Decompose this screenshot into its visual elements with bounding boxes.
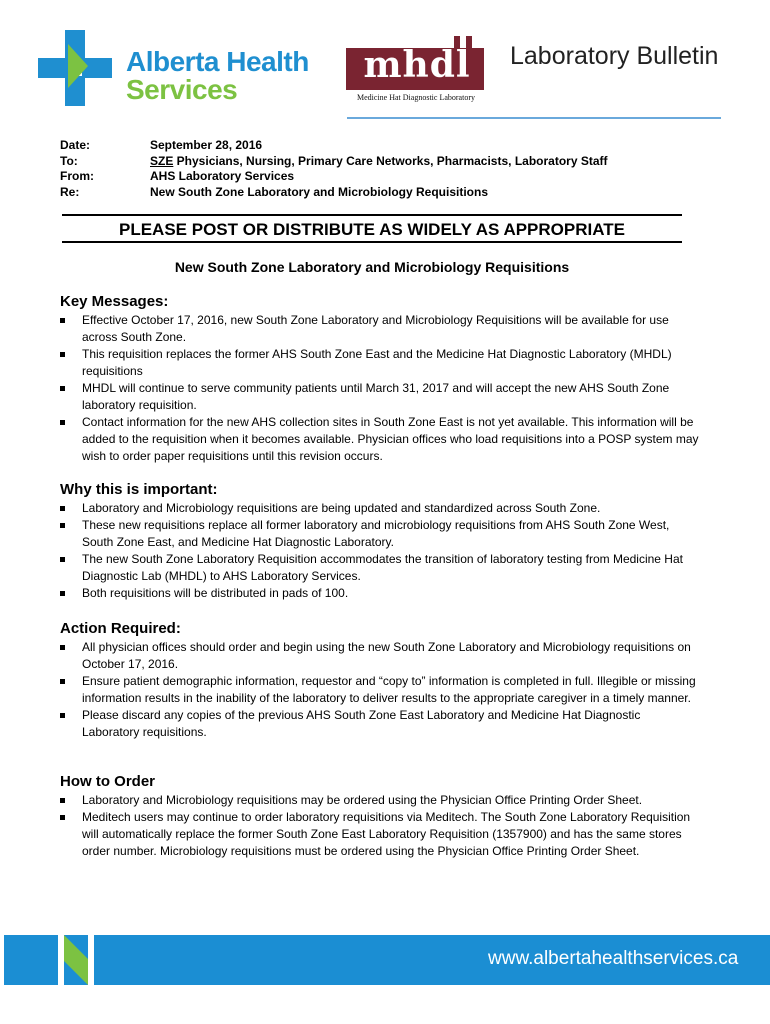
section-action-required [60,620,700,741]
bullet-icon [60,815,65,820]
list-item [60,585,700,602]
list-item-text: This requisition replaces the former AHS South Zone East and the Medicine Hat Diagnostic Laboratory (MHDL) requisitions [82,347,672,378]
list-item [60,380,700,414]
bullet-icon [60,679,65,684]
bullet-icon [60,557,65,562]
list-item [60,346,700,380]
header-divider [347,117,721,119]
bullet-icon [60,713,65,718]
org-name-line1: Alberta Health [126,46,309,77]
mhdl-logo-word: mhdl [363,44,471,86]
list-item [60,792,700,809]
to-label: To: [60,153,78,168]
to-value [150,154,608,170]
from-value: AHS Laboratory Services [150,169,295,183]
bullet-icon [60,318,65,323]
section-key-messages [60,293,700,465]
list-item-text: MHDL will continue to serve community patients until March 31, 2017 and will accept the new AHS South Zone laboratory requisition. [82,381,670,412]
re-row [60,185,608,201]
re-value: New South Zone Laboratory and Microbiology Requisitions [150,184,489,199]
date-label: Date: [60,138,91,152]
section-how-to-order [60,773,700,860]
bullet-icon [60,798,65,803]
ahs-footer-mark-icon [58,935,94,985]
date-value: September 28, 2016 [150,138,263,152]
list-item-text: These new requisitions replace all former laboratory and microbiology requisitions from AHS South Zone West, South Zone East, and Medicine Hat Diagnostic Laboratory. [82,518,670,549]
bullet-icon [60,352,65,357]
list-item-text: Both requisitions will be distributed in pads of 100. [82,586,349,600]
ahs-cross-logo [38,30,118,106]
list-item [60,809,700,860]
list-item [60,500,700,517]
footer-website-link[interactable]: www.albertahealthservices.ca [488,948,739,969]
distribution-banner: PLEASE POST OR DISTRIBUTE AS WIDELY AS APPROPRIATE [119,220,625,239]
bullet-icon [60,506,65,511]
org-name-line2: Services [126,74,238,105]
bullet-icon [60,523,65,528]
to-row [60,154,608,170]
bullet-icon [60,591,65,596]
bulletin-title: Laboratory Bulletin [510,42,719,70]
section-heading: Key Messages: [60,293,169,310]
mhdl-logo-subtitle: Medicine Hat Diagnostic Laboratory [357,93,475,102]
bullet-icon [60,645,65,650]
list-item [60,517,700,551]
bulletin-subtitle: New South Zone Laboratory and Microbiology Requisitions [174,259,570,275]
section-why-important [60,481,700,602]
re-label: Re: [60,184,80,199]
section-heading: Action Required: [60,620,181,637]
banner-rule-top [62,214,682,216]
list-item-text: Laboratory and Microbiology requisitions may be ordered using the Physician Office Printing Order Sheet. [82,793,643,807]
list-item-text: Ensure patient demographic information, requestor and “copy to” information is completed in full. Illegible or missing information results in the inability of the laboratory to deliver results to the appropriate caregiver in a timely manner. [82,674,696,705]
bullet-icon [60,420,65,425]
to-value-prefix: SZE [150,153,174,168]
list-item [60,312,700,346]
list-item-text: Meditech users may continue to order laboratory requisitions via Meditech. The South Zone Laboratory Requisition will automatically replace the former South Zone East Laboratory Requisition (1357900) and has the same stores order number. Microbiology requisitions must be ordered using the Physician Office Printing Order Sheet. [82,810,691,858]
list-item [60,673,700,707]
list-item [60,551,700,585]
from-row [60,169,608,185]
section-heading: How to Order [60,773,156,790]
list-item [60,639,700,673]
list-item [60,414,700,465]
ahs-logo-text [126,48,309,104]
to-value-rest: Physicians, Nursing, Primary Care Networks, Pharmacists, Laboratory Staff [173,153,608,168]
section-heading: Why this is important: [60,481,218,498]
bullet-icon [60,386,65,391]
memo-header [60,138,608,200]
list-item-text: Laboratory and Microbiology requisitions are being updated and standardized across South Zone. [82,501,601,515]
date-row [60,138,608,154]
from-label: From: [60,169,94,183]
list-item-text: Contact information for the new AHS collection sites in South Zone East is not yet available. This information will be added to the requisition when it becomes available. Physician offices who load requisitions into a POSP system may wish to order paper requisitions until this revision occurs. [82,415,699,463]
list-item-text: The new South Zone Laboratory Requisition accommodates the transition of laboratory testing from Medicine Hat Diagnostic Lab (MHDL) to AHS Laboratory Services. [82,552,683,583]
list-item-text: Effective October 17, 2016, new South Zone Laboratory and Microbiology Requisitions will be available for use across South Zone. [82,313,669,344]
list-item-text: All physician offices should order and begin using the new South Zone Laboratory and Microbiology requisitions on October 17, 2016. [82,640,691,671]
banner-rule-bottom [62,241,682,243]
list-item-text: Please discard any copies of the previous AHS South Zone East Laboratory and Medicine Hat Diagnostic Laboratory requisitions. [82,708,641,739]
list-item [60,707,700,741]
